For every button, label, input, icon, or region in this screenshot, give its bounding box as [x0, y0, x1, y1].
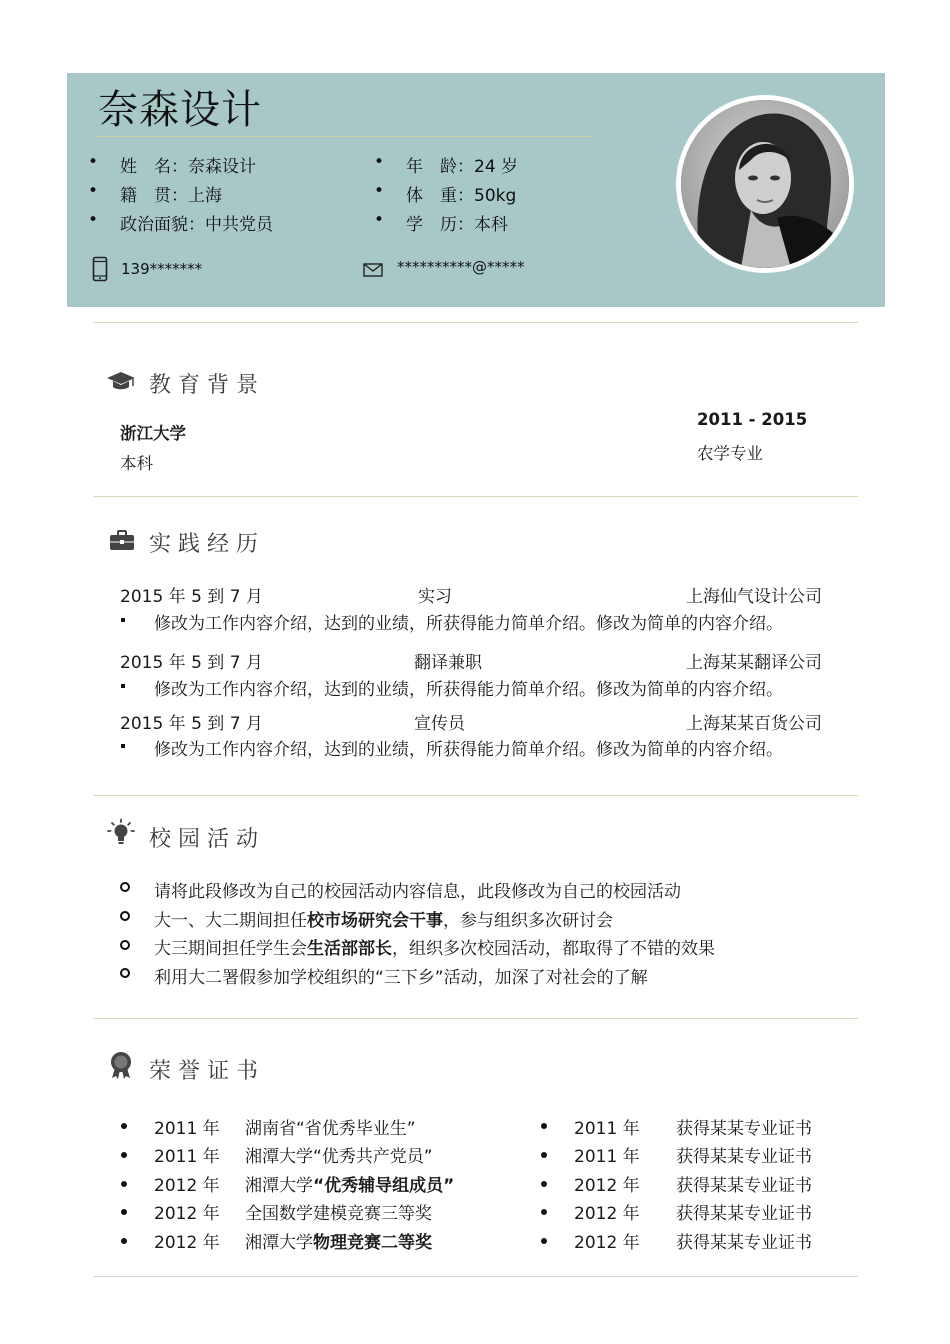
section-title-campus: 校园活动 [149, 827, 266, 852]
info-name: • 姓 名：奈森设计 [88, 152, 256, 177]
lightbulb-icon [106, 818, 136, 848]
portrait-image [681, 100, 849, 268]
section-title-education: 教育背景 [149, 373, 266, 398]
exp-date: 2015 年 5 到 7 月 [120, 653, 263, 673]
avatar [676, 95, 854, 273]
divider [93, 795, 858, 796]
school-name: 浙江大学 [120, 424, 186, 443]
phone-icon [92, 256, 108, 282]
section-title-experience: 实践经历 [149, 532, 266, 557]
divider [93, 322, 858, 323]
briefcase-icon [107, 525, 137, 555]
exp-company: 上海仙气设计公司 [686, 587, 822, 607]
major: 农学专业 [697, 444, 763, 463]
exp-company: 上海某某翻译公司 [686, 653, 822, 673]
divider [93, 1018, 858, 1019]
phone-number: 139******* [121, 260, 203, 278]
exp-desc: 修改为工作内容介绍，达到的业绩，所获得能力简单介绍。修改为简单的内容介绍。 [154, 614, 783, 634]
divider [93, 1276, 858, 1277]
exp-desc: 修改为工作内容介绍，达到的业绩，所获得能力简单介绍。修改为简单的内容介绍。 [154, 740, 783, 760]
award-medal-icon [106, 1050, 136, 1080]
info-weight: • 体 重：50kg [374, 181, 517, 206]
resume-name: 奈森设计 [98, 87, 262, 133]
mail-icon [363, 263, 383, 277]
name-underline [96, 136, 592, 137]
email-address: **********@***** [397, 258, 525, 276]
exp-company: 上海某某百货公司 [686, 714, 822, 734]
exp-role: 翻译兼职 [414, 653, 482, 673]
exp-date: 2015 年 5 到 7 月 [120, 714, 263, 734]
edu-years: 2011 - 2015 [697, 410, 808, 429]
info-origin: • 籍 贯：上海 [88, 181, 222, 206]
divider [93, 496, 858, 497]
exp-date: 2015 年 5 到 7 月 [120, 587, 263, 607]
info-age: • 年 龄：24 岁 [374, 152, 519, 177]
info-politics: • 政治面貌：中共党员 [88, 210, 273, 235]
exp-role: 实习 [418, 587, 452, 607]
exp-desc: 修改为工作内容介绍，达到的业绩，所获得能力简单介绍。修改为简单的内容介绍。 [154, 680, 783, 700]
section-title-honors: 荣誉证书 [149, 1059, 266, 1084]
degree: 本科 [120, 454, 153, 473]
exp-role: 宣传员 [414, 714, 465, 734]
info-education: • 学 历：本科 [374, 210, 508, 235]
graduation-cap-icon [106, 366, 136, 396]
